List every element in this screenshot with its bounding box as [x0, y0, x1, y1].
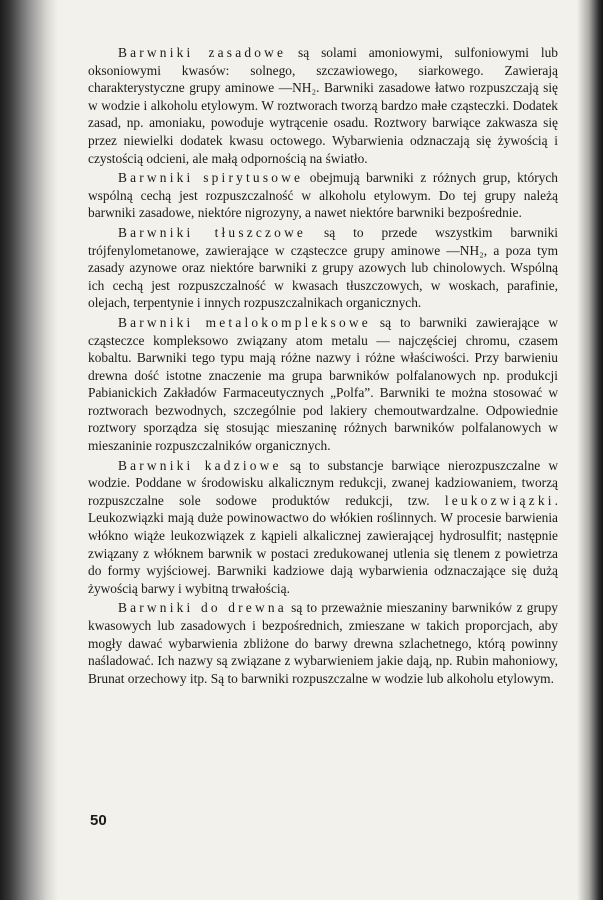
- paragraph-text-continued: . Leukozwiązki mają duże powinowactwo do włókien roślinnych. W procesie barwienia włókno wiąże leukozwiązek z kąpieli alkalicznej zawierającej hydrosulfit; następnie związany z włóknem barwnik w postaci zredukowanej utlenia się tlenem z powietrza do formy wyjściowej. Barwniki kadziowe dają wybarwienia odznaczające się dużą żywością barwy i wybitną trwałością.: [88, 492, 558, 596]
- paragraph-barwniki-tluszczowe: [88, 224, 558, 312]
- page-body: [88, 44, 558, 687]
- paragraph-text: są solami amoniowymi, sulfoniowymi lub oksoniowymi kwasów: solnego, szczawiowego, siarkowego. Zawierają charakterystyczne grupy aminowe —NH₂. Barwniki zasadowe łatwo rozpuszczają się w wodzie i alkoholu etylowym. W roztworach tworzą bardzo małe cząsteczki. Dodatek zasad, np. amoniaku, powoduje wytrącenie osadu. Roztwory barwiące zakwasza się przez niewielki dodatek kwasu octowego. Wybarwienia odznaczają się żywością i czystością odcieni, ale małą odpornością na światło.: [88, 45, 558, 166]
- paragraph-barwniki-spirytusowe: [88, 169, 558, 222]
- paragraph-text: są to przede wszystkim barwniki trójfenylometanowe, zawierające w cząsteczce grupy aminowe —NH₂, a poza tym zasady azynowe oraz niektóre barwniki z grupy azowych lub chinolowych. Wspólną ich cechą jest rozpuszczalność w kwasach tłuszczowych, w woskach, parafinie, olejach, terpentynie i innych rozpuszczalnikach organicznych.: [88, 224, 558, 311]
- paragraph-barwniki-zasadowe: [88, 44, 558, 167]
- term-barwniki-zasadowe: Barwniki zasadowe: [118, 45, 287, 60]
- paragraph-text: obejmują barwniki z różnych grup, których wspólną cechą jest rozpuszczalność w alkoholu etylowym. Do tej grupy należą barwniki zasadowe, niektóre nigrozyny, a nawet niektóre barwniki bezpośrednie.: [88, 170, 558, 221]
- term-barwniki-do-drewna: Barwniki do drewna: [118, 600, 287, 616]
- paragraph-text: są to przeważnie mieszaniny barwników z grupy kwasowych lub zasadowych i bezpośrednich, zmieszane w takich proporcjach, aby mogły dawać wybarwienia zbliżone do barwy drewna szlachetnego, którą powinny naśladować. Ich nazwy są związane z wybarwieniem jakie dają, np. Rubin mahoniowy, Brunat orzechowy itp. Są to barwniki rozpuszczalne w wodzie lub alkoholu etylowym.: [88, 600, 558, 686]
- scan-shadow-right: [577, 0, 603, 900]
- term-barwniki-kadziowe: Barwniki kadziowe: [118, 457, 282, 473]
- term-barwniki-metalokompleksowe: Barwniki metalokompleksowe: [118, 314, 371, 330]
- term-barwniki-spirytusowe: Barwniki spirytusowe: [118, 170, 304, 186]
- paragraph-barwniki-do-drewna: [88, 599, 558, 687]
- paragraph-barwniki-kadziowe: [88, 457, 558, 598]
- paragraph-text: są to barwniki zawierające w cząsteczce kompleksowo związany atom metalu — najczęściej chromu, czasem kobaltu. Barwniki tego typu mają różne nazwy i różne właściwości. Przy barwieniu drewna dość istotne znaczenie ma grupa barwników polfalanowych np. produkcji Pabianickich Zakładów Farmaceutycznych „Polfa”. Barwniki te można stosować w roztworach bezwodnych, szczególnie pod lakiery chemoutwardzalne. Odpowiednie roztwory sporządza się stosując mieszaninę różnych barwników polfalanowych w mieszaninie rozpuszczalników organicznych.: [88, 314, 558, 454]
- paragraph-barwniki-metalokompleksowe: [88, 314, 558, 455]
- page-number: 50: [90, 812, 107, 829]
- paragraph-text: są to substancje barwiące nierozpuszczalne w wodzie. Poddane w środowisku alkalicznym redukcji, zwanej kadziowaniem, tworzą rozpuszczalne sole sodowe produktów redukcji, tzw.: [88, 457, 559, 508]
- scan-shadow-left: [0, 0, 58, 900]
- term-leukozwiazki: leukozwiązki: [444, 492, 555, 508]
- term-barwniki-tluszczowe: Barwniki tłuszczowe: [118, 224, 307, 240]
